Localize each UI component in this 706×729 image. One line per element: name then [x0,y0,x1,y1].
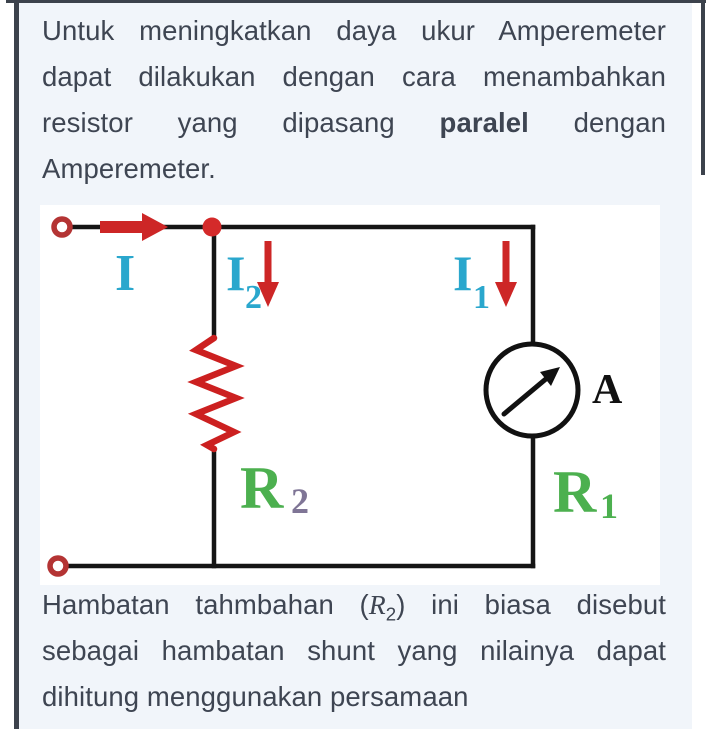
right-frame-edge [701,0,705,175]
content-panel [19,0,692,729]
shunt-text-after: ) ini biasa disebut sebagai hambatan shunt yang nilainya dapat dihitung menggunakan persamaan [42,589,666,712]
label-resistor2-sub: 2 [291,481,309,521]
shunt-math-symbol: R [368,589,386,620]
left-frame-edge [14,2,19,729]
label-total-current: I [115,245,136,302]
current-flow-arrow-icon [100,213,168,241]
junction-node [203,218,222,237]
circuit-figure [40,205,660,585]
intro-text-before: Untuk meningkatkan daya ukur Amperemeter dapat dilakukan dengan cara menambahkan resistor yang dipasang [42,15,666,138]
terminal-bottom-left-icon [50,558,66,574]
shunt-text-before: Hambatan tahmbahan ( [42,589,369,620]
label-resistor2: R [240,455,284,521]
intro-text-after: dengan Amperemeter. [42,107,666,184]
resistor-2-zigzag-icon [196,338,236,449]
ammeter-icon [486,344,578,436]
terminal-top-left-icon [54,219,70,235]
paragraph-intro [42,8,666,192]
shunt-math-subscript: 2 [385,603,397,625]
label-resistor1: R [553,459,597,525]
top-frame-edge [6,0,706,3]
intro-bold-word: paralel [439,107,529,138]
branch1-down-arrow-icon [495,241,517,307]
label-branch2-current: I [226,245,246,301]
label-branch1-current-sub: 1 [473,279,490,316]
circuit-diagram-svg [40,205,660,585]
label-ammeter: A [592,367,623,413]
paragraph-shunt-explanation [42,582,666,720]
label-branch2-current-sub: 2 [245,279,262,316]
label-resistor1-sub: 1 [600,486,618,526]
label-branch1-current: I [453,245,473,301]
